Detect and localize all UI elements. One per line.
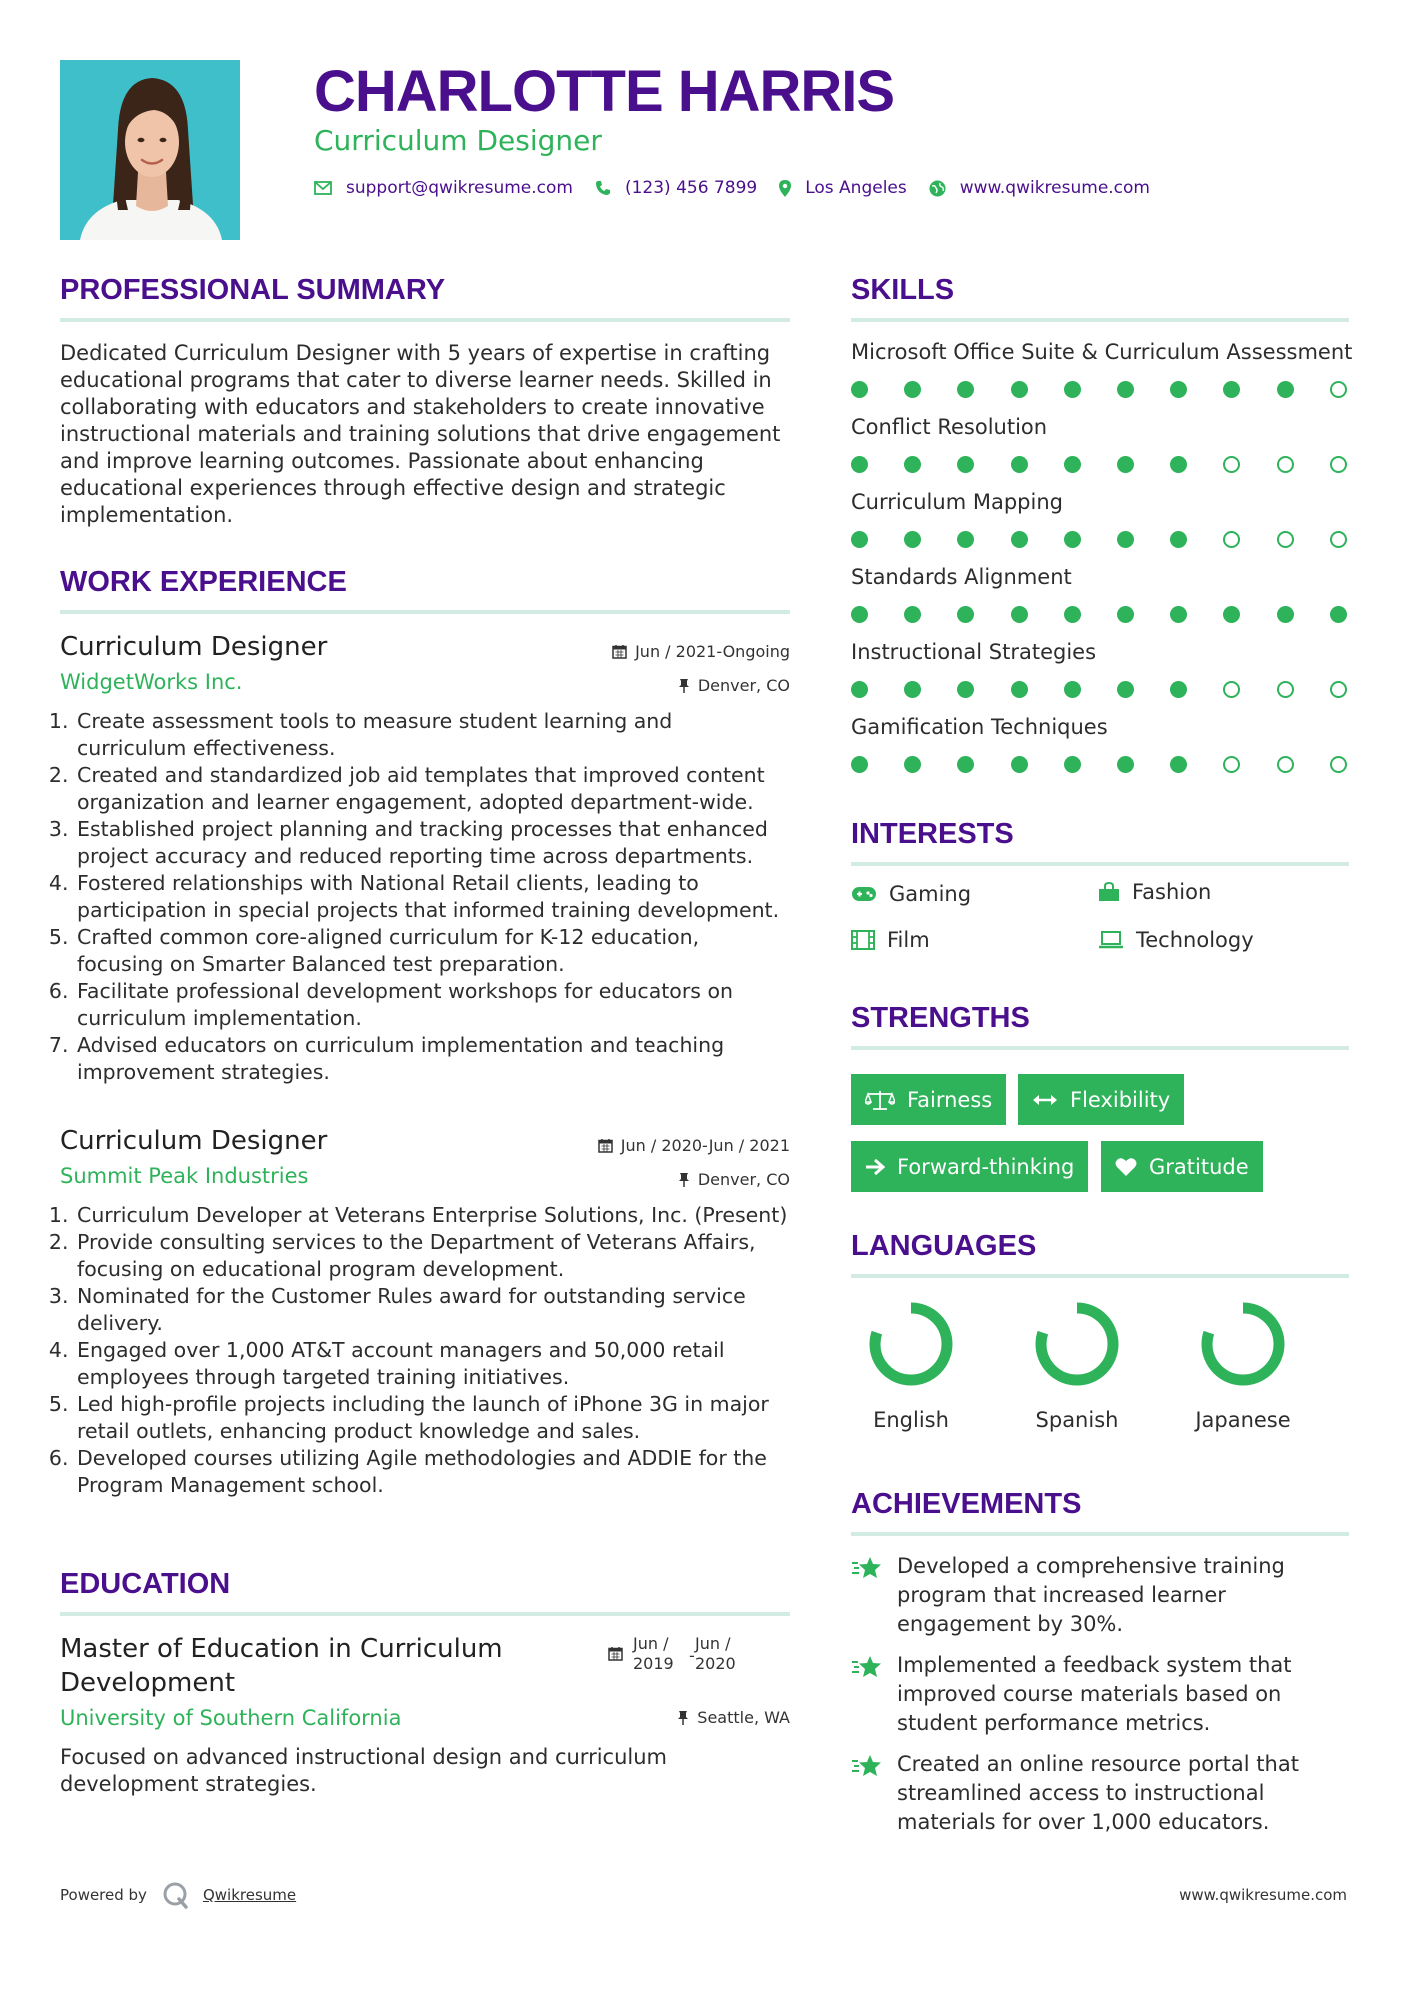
skill-dot-empty <box>1277 756 1294 773</box>
job-dates <box>598 1136 790 1155</box>
skill-dot-filled <box>1011 456 1028 473</box>
job-bullet: 6. Facilitate professional development workshops for educators on curriculum implementation. <box>75 978 786 1032</box>
skill-dot-filled <box>1064 381 1081 398</box>
job-bullet: 3. Established project planning and tracking processes that enhanced project accuracy and reduced reporting time across departments. <box>75 816 786 870</box>
skill-dot-filled <box>1170 681 1187 698</box>
skill-rating <box>851 381 1351 401</box>
job-bullet: 4. Engaged over 1,000 AT&T account managers and 50,000 retail employees through targeted training initiatives. <box>75 1337 796 1391</box>
skill-name: Standards Alignment <box>851 565 1072 589</box>
skill-dot-filled <box>904 756 921 773</box>
strength-badge <box>851 1074 1006 1125</box>
strength-badge <box>851 1141 1088 1192</box>
summary-heading: PROFESSIONAL SUMMARY <box>60 274 446 306</box>
degree-title: Master of Education in Curriculum Development <box>60 1634 503 1698</box>
skill-dot-empty <box>1223 756 1240 773</box>
language-name: Spanish <box>1035 1408 1119 1432</box>
interests-heading: INTERESTS <box>851 818 1014 850</box>
skill-dot-empty <box>1223 531 1240 548</box>
skill-dot-filled <box>851 531 868 548</box>
achievement-text: Developed a comprehensive training program that increased learner engagement by 30%. <box>897 1554 1285 1636</box>
experience-divider <box>60 610 790 614</box>
skill-dot-empty <box>1223 456 1240 473</box>
language-item <box>846 1298 976 1432</box>
skill-dot-filled <box>1064 756 1081 773</box>
achievement-text: Implemented a feedback system that improved course materials based on student performance metrics. <box>897 1653 1292 1735</box>
skill-dot-filled <box>851 456 868 473</box>
language-proficiency-ring <box>1031 1298 1123 1390</box>
education-end-year: 2020 <box>695 1654 736 1673</box>
skill-dot-filled <box>1277 606 1294 623</box>
skill-dot-empty <box>1330 456 1347 473</box>
candidate-name: CHARLOTTE HARRIS <box>314 59 895 124</box>
job-dates-text: Jun / 2021-Ongoing <box>635 642 790 661</box>
skill-dot-filled <box>1011 531 1028 548</box>
skills-divider <box>851 318 1349 322</box>
education-location <box>677 1708 790 1727</box>
skill-dot-filled <box>1330 606 1347 623</box>
education-end-month: Jun / <box>695 1634 731 1653</box>
strength-label: Gratitude <box>1149 1154 1249 1179</box>
pushpin-icon <box>678 1172 690 1188</box>
skill-dot-filled <box>1170 756 1187 773</box>
skill-dot-filled <box>1011 606 1028 623</box>
languages-heading: LANGUAGES <box>851 1230 1037 1262</box>
calendar-icon <box>612 644 627 659</box>
skill-name: Conflict Resolution <box>851 415 1048 439</box>
achievement-text: Created an online resource portal that streamlined access to instructional materials for over 1,000 educators. <box>897 1752 1299 1834</box>
skill-dot-empty <box>1277 531 1294 548</box>
contact-phone-text: (123) 456 7899 <box>624 178 758 198</box>
skills-heading: SKILLS <box>851 274 955 306</box>
globe-icon <box>929 180 946 197</box>
calendar-icon <box>608 1646 623 1661</box>
interest-label: Technology <box>1136 928 1254 952</box>
job-location-text: Denver, CO <box>697 1170 790 1189</box>
skill-dot-filled <box>1117 681 1134 698</box>
job-dates-text: Jun / 2020-Jun / 2021 <box>620 1136 790 1155</box>
skill-dot-filled <box>851 381 868 398</box>
language-proficiency-ring <box>865 1298 957 1390</box>
pushpin-icon <box>677 1710 689 1726</box>
arrows-horizontal-icon <box>1032 1093 1058 1107</box>
summary-text: Dedicated Curriculum Designer with 5 years of expertise in crafting educational programs that cater to diverse learner needs. Skilled in collaborating with educators and stakeholders to create innovative instructional materials and training solutions that drive engagement and improve learning outcomes. Passionate about enhancing educational experiences through effective design and strategic implementation. <box>60 341 781 527</box>
candidate-title: Curriculum Designer <box>314 124 602 157</box>
skill-dot-filled <box>1064 456 1081 473</box>
interest-label: Gaming <box>889 882 972 906</box>
map-marker-icon <box>779 180 791 197</box>
skill-dot-filled <box>1064 681 1081 698</box>
film-icon <box>851 930 875 950</box>
language-proficiency-ring <box>1197 1298 1289 1390</box>
language-name: English <box>873 1408 949 1432</box>
skill-dot-filled <box>1170 531 1187 548</box>
contact-location-text: Los Angeles <box>805 178 907 198</box>
strength-label: Fairness <box>907 1087 993 1112</box>
contact-bar <box>314 178 1172 198</box>
contact-phone[interactable] <box>595 178 757 198</box>
contact-email[interactable] <box>314 178 573 198</box>
skill-name: Curriculum Mapping <box>851 490 1063 514</box>
education-description: Focused on advanced instructional design and curriculum development strategies. <box>60 1745 667 1796</box>
laptop-icon <box>1098 931 1124 949</box>
skill-dot-filled <box>904 681 921 698</box>
contact-website-text: www.qwikresume.com <box>959 178 1150 198</box>
footer-website[interactable]: www.qwikresume.com <box>1179 1886 1347 1904</box>
star-achievement-icon <box>851 1653 883 1681</box>
skill-dot-filled <box>957 681 974 698</box>
footer-powered-by <box>60 1880 296 1910</box>
skill-rating <box>851 531 1351 551</box>
skill-dot-filled <box>1011 681 1028 698</box>
achievements-divider <box>851 1532 1349 1536</box>
skill-dot-filled <box>957 606 974 623</box>
skill-dot-filled <box>1064 606 1081 623</box>
job-bullet: 2. Provide consulting services to the Department of Veterans Affairs, focusing on educational program development. <box>75 1229 796 1283</box>
skill-dot-empty <box>1330 756 1347 773</box>
language-name: Japanese <box>1195 1408 1291 1432</box>
job-bullet: 3. Nominated for the Customer Rules award for outstanding service delivery. <box>75 1283 796 1337</box>
skill-dot-empty <box>1330 381 1347 398</box>
skill-dot-filled <box>1011 381 1028 398</box>
skill-name: Gamification Techniques <box>851 715 1108 739</box>
job-bullets <box>56 1202 796 1499</box>
education-divider <box>60 1612 790 1616</box>
achievement-item <box>851 1750 1311 1837</box>
job-bullets <box>56 708 786 1086</box>
skill-dot-filled <box>957 381 974 398</box>
arrow-right-icon <box>865 1158 885 1176</box>
company-name: WidgetWorks Inc. <box>60 670 243 694</box>
skill-dot-filled <box>1117 456 1134 473</box>
skill-dot-filled <box>1277 381 1294 398</box>
skill-dot-filled <box>904 456 921 473</box>
strength-badge <box>1018 1074 1184 1125</box>
skill-dot-filled <box>1117 756 1134 773</box>
achievement-item <box>851 1651 1311 1738</box>
strength-label: Flexibility <box>1070 1087 1171 1112</box>
job-bullet: 5. Led high-profile projects including the launch of iPhone 3G in major retail outlets, enhancing product knowledge and sales. <box>75 1391 796 1445</box>
star-achievement-icon <box>851 1752 883 1780</box>
interest-item <box>851 928 930 952</box>
envelope-icon <box>314 181 332 195</box>
skill-dot-filled <box>1170 381 1187 398</box>
job-bullet: 7. Advised educators on curriculum implementation and teaching improvement strategies. <box>75 1032 786 1086</box>
contact-location <box>779 178 907 198</box>
footer-brand-link[interactable]: Qwikresume <box>202 1886 297 1904</box>
interest-label: Film <box>887 928 930 952</box>
experience-heading: WORK EXPERIENCE <box>60 566 347 598</box>
school-name: University of Southern California <box>60 1706 402 1730</box>
education-dates <box>608 1634 747 1674</box>
job-dates <box>612 642 790 661</box>
skill-dot-filled <box>851 681 868 698</box>
education-start-year: 2019 <box>633 1654 674 1673</box>
star-achievement-icon <box>851 1554 883 1582</box>
skill-dot-filled <box>1011 756 1028 773</box>
interest-item <box>1098 928 1254 952</box>
skill-dot-filled <box>1170 456 1187 473</box>
skill-rating <box>851 456 1351 476</box>
shopping-bag-icon <box>1098 882 1120 902</box>
skill-dot-empty <box>1223 681 1240 698</box>
heart-icon <box>1115 1157 1137 1177</box>
phone-icon <box>595 180 611 196</box>
skill-dot-filled <box>1117 381 1134 398</box>
skill-dot-filled <box>1223 381 1240 398</box>
education-start-month: Jun / <box>633 1634 669 1653</box>
skill-dot-filled <box>1223 606 1240 623</box>
date-separator: - <box>689 1646 695 1665</box>
skill-rating <box>851 681 1351 701</box>
contact-email-text: support@qwikresume.com <box>346 178 573 198</box>
pushpin-icon <box>678 678 690 694</box>
skill-dot-filled <box>1117 606 1134 623</box>
skill-rating <box>851 606 1351 626</box>
job-bullet: 4. Fostered relationships with National Retail clients, leading to participation in special projects that informed training development. <box>75 870 786 924</box>
achievement-item <box>851 1552 1311 1639</box>
powered-by-text: Powered by <box>60 1886 147 1904</box>
strength-badge <box>1101 1141 1263 1192</box>
job-bullet: 1. Curriculum Developer at Veterans Enterprise Solutions, Inc. (Present) <box>75 1202 796 1229</box>
skill-dot-filled <box>1117 531 1134 548</box>
interests-divider <box>851 862 1349 866</box>
skill-dot-empty <box>1330 531 1347 548</box>
job-title: Curriculum Designer <box>60 1126 328 1156</box>
skill-dot-filled <box>957 756 974 773</box>
skill-name: Instructional Strategies <box>851 640 1097 664</box>
job-location-text: Denver, CO <box>697 676 790 695</box>
interest-item <box>851 882 971 906</box>
strengths-heading: STRENGTHS <box>851 1002 1030 1034</box>
skill-dot-filled <box>851 606 868 623</box>
language-proficiency-arc <box>875 1308 947 1380</box>
languages-divider <box>851 1274 1349 1278</box>
skill-dot-empty <box>1330 681 1347 698</box>
language-item <box>1012 1298 1142 1432</box>
skill-dot-filled <box>957 531 974 548</box>
skill-dot-filled <box>851 756 868 773</box>
strength-label: Forward-thinking <box>897 1154 1075 1179</box>
interest-label: Fashion <box>1132 880 1212 904</box>
calendar-icon <box>598 1138 613 1153</box>
job-title: Curriculum Designer <box>60 632 328 662</box>
gamepad-icon <box>851 886 877 902</box>
skill-dot-filled <box>957 456 974 473</box>
job-bullet: 2. Created and standardized job aid templates that improved content organization and learner engagement, adopted department-wide. <box>75 762 786 816</box>
job-bullet: 6. Developed courses utilizing Agile methodologies and ADDIE for the Program Management school. <box>75 1445 796 1499</box>
skill-dot-empty <box>1277 456 1294 473</box>
skill-dot-filled <box>1064 531 1081 548</box>
balance-scale-icon <box>865 1089 895 1111</box>
job-location <box>678 1170 790 1189</box>
qwikresume-logo-icon <box>161 1880 191 1910</box>
job-location <box>678 676 790 695</box>
skill-dot-empty <box>1277 681 1294 698</box>
interest-item <box>1098 880 1211 904</box>
skill-rating <box>851 756 1351 776</box>
language-item <box>1178 1298 1308 1432</box>
summary-divider <box>60 318 790 322</box>
strengths-divider <box>851 1046 1349 1050</box>
skill-name: Microsoft Office Suite & Curriculum Assessment <box>851 340 1353 364</box>
job-bullet: 1. Create assessment tools to measure student learning and curriculum effectiveness. <box>75 708 786 762</box>
skill-dot-filled <box>904 381 921 398</box>
language-proficiency-arc <box>1207 1308 1279 1380</box>
language-proficiency-arc <box>1041 1308 1113 1380</box>
skill-dot-filled <box>904 606 921 623</box>
achievements-heading: ACHIEVEMENTS <box>851 1488 1082 1520</box>
job-bullet: 5. Crafted common core-aligned curriculum for K-12 education, focusing on Smarter Balanced test preparation. <box>75 924 786 978</box>
contact-website[interactable] <box>929 178 1150 198</box>
profile-photo <box>60 60 240 240</box>
education-heading: EDUCATION <box>60 1568 231 1600</box>
education-location-text: Seattle, WA <box>697 1708 790 1727</box>
company-name: Summit Peak Industries <box>60 1164 309 1188</box>
skill-dot-filled <box>904 531 921 548</box>
skill-dot-filled <box>1170 606 1187 623</box>
